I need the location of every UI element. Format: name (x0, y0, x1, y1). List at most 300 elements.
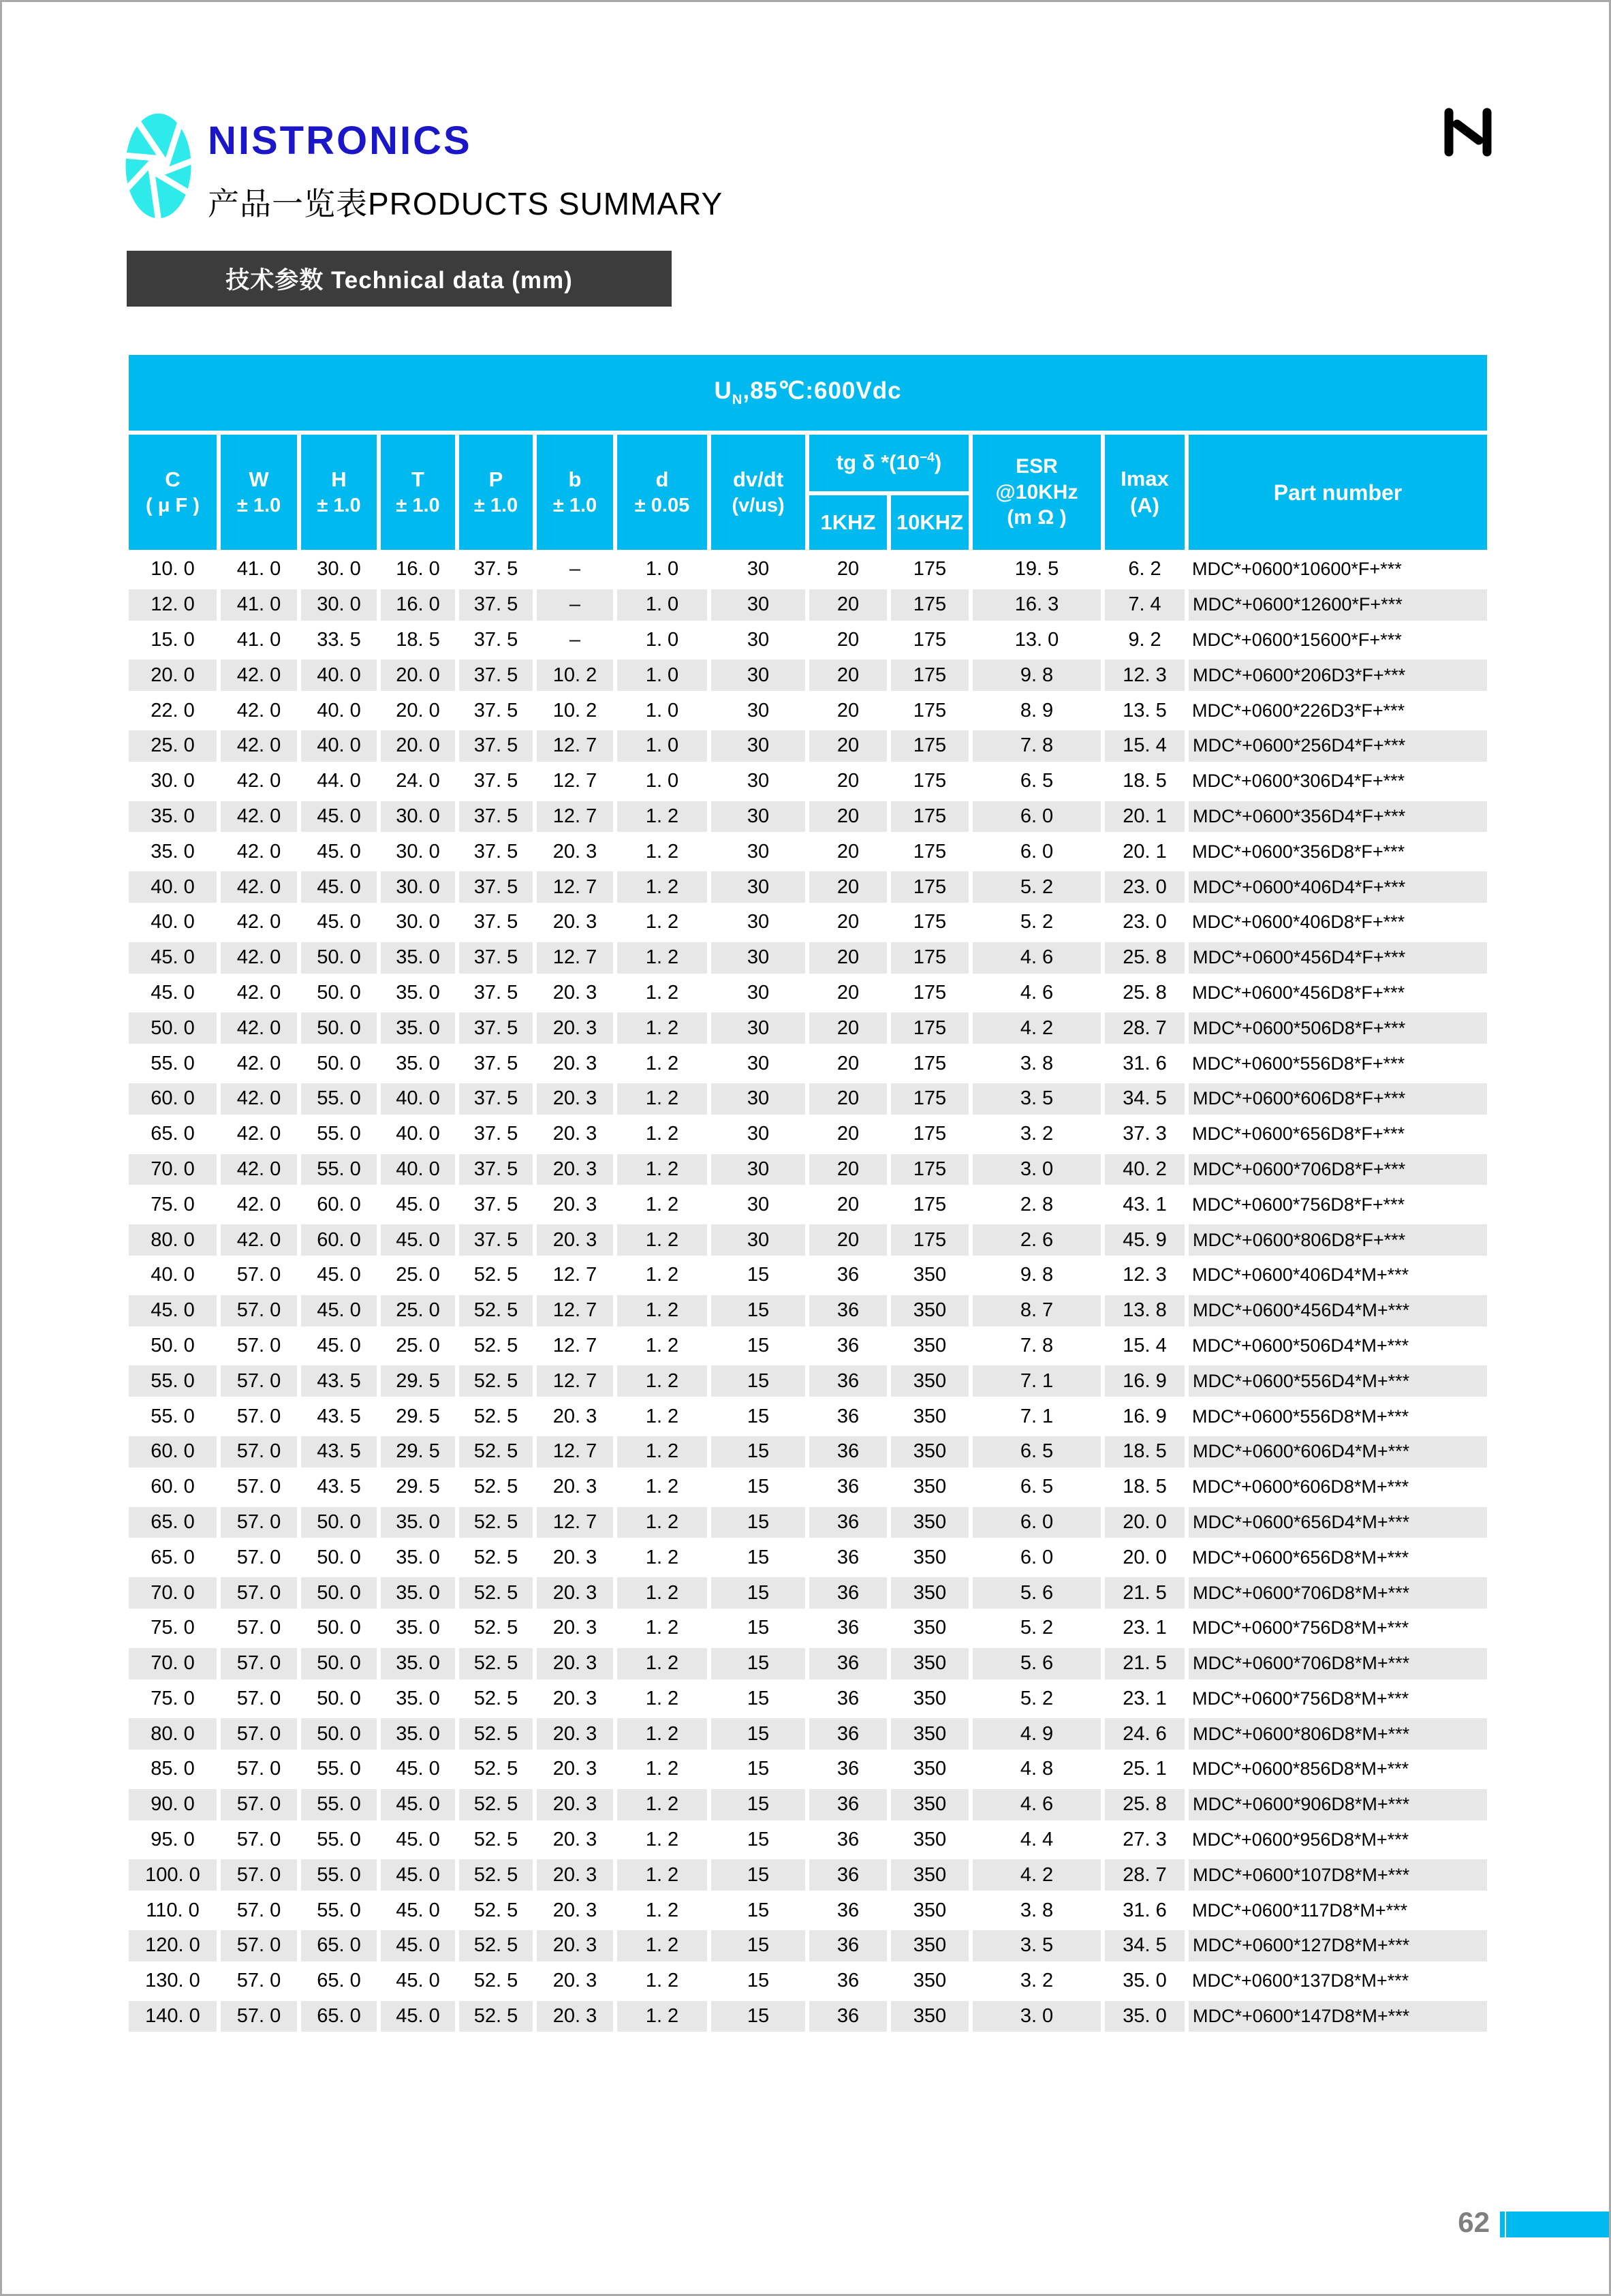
cell-tg-10khz: 175 (889, 799, 971, 835)
cell-t: 16. 0 (379, 587, 457, 623)
cell-part-number: MDC*+0600*15600*F+*** (1187, 623, 1489, 658)
cell-w: 41. 0 (219, 552, 299, 587)
cell-t: 40. 0 (379, 1152, 457, 1188)
cell-esr: 4. 6 (971, 1787, 1103, 1822)
cell-p: 52. 5 (457, 1363, 535, 1399)
cell-imax: 18. 5 (1103, 1434, 1187, 1470)
cell-tg-1khz: 20 (807, 834, 889, 869)
cell-d: 1. 2 (615, 976, 709, 1011)
cell-tg-1khz: 36 (807, 1540, 889, 1575)
cell-w: 42. 0 (219, 764, 299, 799)
cell-w: 57. 0 (219, 1505, 299, 1540)
cell-t: 45. 0 (379, 1893, 457, 1928)
cell-imax: 16. 9 (1103, 1399, 1187, 1434)
cell-c: 55. 0 (127, 1363, 219, 1399)
cell-part-number: MDC*+0600*406D8*F+*** (1187, 905, 1489, 940)
cell-tg-10khz: 175 (889, 869, 971, 905)
cell-d: 1. 2 (615, 905, 709, 940)
cell-p: 52. 5 (457, 1928, 535, 1964)
cell-c: 65. 0 (127, 1505, 219, 1540)
cell-d: 1. 2 (615, 1363, 709, 1399)
cell-h: 55. 0 (299, 1822, 379, 1858)
cell-tg-10khz: 350 (889, 1787, 971, 1822)
cell-tg-10khz: 175 (889, 1081, 971, 1117)
cell-esr: 4. 9 (971, 1716, 1103, 1752)
cell-c: 75. 0 (127, 1611, 219, 1646)
cell-d: 1. 2 (615, 1258, 709, 1293)
cell-t: 16. 0 (379, 552, 457, 587)
cell-b: 12. 7 (535, 728, 615, 764)
cell-b: 12. 7 (535, 1505, 615, 1540)
cell-imax: 18. 5 (1103, 1470, 1187, 1505)
cell-h: 43. 5 (299, 1470, 379, 1505)
cell-d: 1. 2 (615, 1470, 709, 1505)
cell-part-number: MDC*+0600*226D3*F+*** (1187, 693, 1489, 728)
cell-d: 1. 0 (615, 623, 709, 658)
cell-h: 50. 0 (299, 1010, 379, 1046)
cell-b: 20. 3 (535, 1187, 615, 1222)
cell-t: 45. 0 (379, 1928, 457, 1964)
cell-b: – (535, 623, 615, 658)
cell-p: 52. 5 (457, 1329, 535, 1364)
cell-d: 1. 2 (615, 1857, 709, 1893)
cell-tg-10khz: 175 (889, 1152, 971, 1188)
cell-esr: 3. 0 (971, 1152, 1103, 1188)
cell-dvdt: 15 (709, 1470, 807, 1505)
cell-esr: 3. 5 (971, 1081, 1103, 1117)
cell-part-number: MDC*+0600*756D8*F+*** (1187, 1187, 1489, 1222)
cell-b: 20. 3 (535, 1152, 615, 1188)
cell-w: 41. 0 (219, 587, 299, 623)
table-row (127, 834, 1489, 869)
cell-t: 29. 5 (379, 1434, 457, 1470)
cell-tg-1khz: 36 (807, 1293, 889, 1329)
cell-imax: 23. 0 (1103, 869, 1187, 905)
cell-h: 55. 0 (299, 1752, 379, 1787)
cell-part-number: MDC*+0600*306D4*F+*** (1187, 764, 1489, 799)
voltage-rating-header: $U_N,85℃:600Vdc$ (127, 353, 1489, 433)
cell-tg-10khz: 350 (889, 1611, 971, 1646)
cell-esr: 5. 2 (971, 1611, 1103, 1646)
cell-imax: 9. 2 (1103, 623, 1187, 658)
cell-c: 75. 0 (127, 1187, 219, 1222)
table-row (127, 1787, 1489, 1822)
cell-tg-1khz: 20 (807, 1222, 889, 1258)
cell-imax: 45. 9 (1103, 1222, 1187, 1258)
cell-w: 42. 0 (219, 1046, 299, 1081)
cell-b: 20. 3 (535, 1575, 615, 1611)
cell-imax: 23. 1 (1103, 1611, 1187, 1646)
cell-h: 55. 0 (299, 1893, 379, 1928)
cell-d: 1. 2 (615, 1928, 709, 1964)
cell-c: 75. 0 (127, 1681, 219, 1717)
cell-c: 45. 0 (127, 976, 219, 1011)
cell-b: 20. 3 (535, 1999, 615, 2034)
table-row (127, 1117, 1489, 1152)
cell-h: 43. 5 (299, 1363, 379, 1399)
cell-tg-10khz: 175 (889, 728, 971, 764)
table-row (127, 1470, 1489, 1505)
cell-imax: 13. 8 (1103, 1293, 1187, 1329)
table-row (127, 657, 1489, 693)
col-header-d: d ± 0.05 (615, 433, 709, 552)
cell-t: 24. 0 (379, 764, 457, 799)
cell-b: 20. 3 (535, 1222, 615, 1258)
cell-part-number: MDC*+0600*356D8*F+*** (1187, 834, 1489, 869)
cell-tg-1khz: 36 (807, 1470, 889, 1505)
cell-tg-10khz: 175 (889, 1010, 971, 1046)
cell-d: 1. 2 (615, 1046, 709, 1081)
cell-dvdt: 15 (709, 1822, 807, 1858)
cell-esr: 6. 0 (971, 1505, 1103, 1540)
cell-tg-10khz: 175 (889, 1117, 971, 1152)
cell-h: 50. 0 (299, 1716, 379, 1752)
cell-w: 42. 0 (219, 799, 299, 835)
cell-d: 1. 2 (615, 1117, 709, 1152)
subcol-header-1khz: 1KHZ (807, 493, 889, 552)
cell-dvdt: 15 (709, 1752, 807, 1787)
cell-imax: 23. 1 (1103, 1681, 1187, 1717)
cell-esr: 5. 6 (971, 1646, 1103, 1681)
cell-c: 22. 0 (127, 693, 219, 728)
cell-c: 100. 0 (127, 1857, 219, 1893)
cell-h: 50. 0 (299, 1646, 379, 1681)
cell-tg-1khz: 20 (807, 1010, 889, 1046)
cell-p: 52. 5 (457, 1716, 535, 1752)
cell-t: 45. 0 (379, 1222, 457, 1258)
cell-w: 42. 0 (219, 1010, 299, 1046)
cell-h: 30. 0 (299, 552, 379, 587)
table-row (127, 1681, 1489, 1717)
cell-p: 37. 5 (457, 1222, 535, 1258)
cell-c: 70. 0 (127, 1575, 219, 1611)
cell-p: 52. 5 (457, 1681, 535, 1717)
cell-p: 37. 5 (457, 834, 535, 869)
cell-p: 37. 5 (457, 1152, 535, 1188)
cell-tg-1khz: 36 (807, 1752, 889, 1787)
cell-w: 57. 0 (219, 1258, 299, 1293)
cell-w: 57. 0 (219, 1434, 299, 1470)
cell-part-number: MDC*+0600*137D8*M+*** (1187, 1964, 1489, 1999)
cell-dvdt: 15 (709, 1787, 807, 1822)
cell-h: 55. 0 (299, 1081, 379, 1117)
cell-t: 45. 0 (379, 1964, 457, 1999)
cell-d: 1. 2 (615, 834, 709, 869)
cell-t: 45. 0 (379, 1999, 457, 2034)
brand-subtitle: 产品一览表PRODUCTS SUMMARY (208, 186, 723, 221)
cell-dvdt: 15 (709, 1329, 807, 1364)
cell-t: 35. 0 (379, 1716, 457, 1752)
cell-t: 35. 0 (379, 1046, 457, 1081)
cell-h: 40. 0 (299, 728, 379, 764)
cell-part-number: MDC*+0600*656D8*M+*** (1187, 1540, 1489, 1575)
cell-h: 50. 0 (299, 976, 379, 1011)
cell-p: 52. 5 (457, 1646, 535, 1681)
col-header-h: H ± 1.0 (299, 433, 379, 552)
cell-t: 45. 0 (379, 1752, 457, 1787)
cell-c: 95. 0 (127, 1822, 219, 1858)
cell-dvdt: 30 (709, 623, 807, 658)
cell-t: 30. 0 (379, 834, 457, 869)
cell-part-number: MDC*+0600*606D8*M+*** (1187, 1470, 1489, 1505)
cell-tg-10khz: 175 (889, 940, 971, 976)
table-row (127, 587, 1489, 623)
cell-d: 1. 2 (615, 1964, 709, 1999)
cell-part-number: MDC*+0600*656D4*M+*** (1187, 1505, 1489, 1540)
cell-b: 20. 3 (535, 1681, 615, 1717)
cell-w: 57. 0 (219, 1964, 299, 1999)
cell-tg-10khz: 175 (889, 976, 971, 1011)
table-row (127, 799, 1489, 835)
cell-tg-10khz: 175 (889, 552, 971, 587)
cell-h: 45. 0 (299, 1258, 379, 1293)
cell-part-number: MDC*+0600*706D8*F+*** (1187, 1152, 1489, 1188)
cell-tg-10khz: 350 (889, 1434, 971, 1470)
cell-d: 1. 2 (615, 1999, 709, 2034)
cell-imax: 21. 5 (1103, 1646, 1187, 1681)
cell-imax: 13. 5 (1103, 693, 1187, 728)
cell-c: 120. 0 (127, 1928, 219, 1964)
cell-d: 1. 2 (615, 1646, 709, 1681)
cell-t: 25. 0 (379, 1329, 457, 1364)
cell-h: 60. 0 (299, 1187, 379, 1222)
cell-t: 35. 0 (379, 940, 457, 976)
cell-part-number: MDC*+0600*506D8*F+*** (1187, 1010, 1489, 1046)
cell-esr: 8. 7 (971, 1293, 1103, 1329)
cell-t: 35. 0 (379, 1010, 457, 1046)
cell-c: 80. 0 (127, 1222, 219, 1258)
cell-c: 65. 0 (127, 1117, 219, 1152)
cell-dvdt: 30 (709, 905, 807, 940)
cell-dvdt: 30 (709, 1187, 807, 1222)
col-header-w: W ± 1.0 (219, 433, 299, 552)
cell-imax: 20. 1 (1103, 799, 1187, 835)
cell-dvdt: 15 (709, 1999, 807, 2034)
cell-w: 57. 0 (219, 1293, 299, 1329)
cell-esr: 5. 2 (971, 905, 1103, 940)
cell-esr: 4. 4 (971, 1822, 1103, 1858)
cell-imax: 23. 0 (1103, 905, 1187, 940)
cell-c: 60. 0 (127, 1081, 219, 1117)
table-row (127, 1857, 1489, 1893)
cell-esr: 3. 2 (971, 1964, 1103, 1999)
cell-w: 42. 0 (219, 869, 299, 905)
cell-imax: 20. 0 (1103, 1540, 1187, 1575)
cell-h: 50. 0 (299, 1611, 379, 1646)
cell-tg-1khz: 36 (807, 1893, 889, 1928)
cell-t: 40. 0 (379, 1081, 457, 1117)
cell-imax: 6. 2 (1103, 552, 1187, 587)
cell-b: 20. 3 (535, 1928, 615, 1964)
cell-d: 1. 0 (615, 587, 709, 623)
cell-h: 30. 0 (299, 587, 379, 623)
cell-b: 20. 3 (535, 1399, 615, 1434)
cell-tg-10khz: 175 (889, 764, 971, 799)
cell-h: 45. 0 (299, 1329, 379, 1364)
cell-t: 29. 5 (379, 1363, 457, 1399)
cell-esr: 2. 8 (971, 1187, 1103, 1222)
cell-b: 20. 3 (535, 1787, 615, 1822)
cell-imax: 15. 4 (1103, 728, 1187, 764)
cell-tg-10khz: 175 (889, 905, 971, 940)
col-header-t: T ± 1.0 (379, 433, 457, 552)
cell-imax: 31. 6 (1103, 1893, 1187, 1928)
cell-d: 1. 2 (615, 1752, 709, 1787)
cell-d: 1. 2 (615, 940, 709, 976)
cell-part-number: MDC*+0600*556D8*M+*** (1187, 1399, 1489, 1434)
cell-esr: 7. 8 (971, 1329, 1103, 1364)
cell-tg-10khz: 175 (889, 693, 971, 728)
cell-c: 85. 0 (127, 1752, 219, 1787)
cell-tg-10khz: 350 (889, 1329, 971, 1364)
cell-c: 140. 0 (127, 1999, 219, 2034)
cell-b: 12. 7 (535, 1434, 615, 1470)
cell-part-number: MDC*+0600*456D4*M+*** (1187, 1293, 1489, 1329)
cell-esr: 7. 1 (971, 1399, 1103, 1434)
cell-b: 20. 3 (535, 1046, 615, 1081)
cell-imax: 25. 8 (1103, 976, 1187, 1011)
cell-dvdt: 15 (709, 1964, 807, 1999)
cell-b: 20. 3 (535, 1752, 615, 1787)
table-row (127, 940, 1489, 976)
cell-w: 57. 0 (219, 1646, 299, 1681)
cell-esr: 4. 6 (971, 940, 1103, 976)
cell-imax: 20. 0 (1103, 1505, 1187, 1540)
cell-tg-1khz: 20 (807, 869, 889, 905)
cell-dvdt: 30 (709, 976, 807, 1011)
cell-w: 42. 0 (219, 728, 299, 764)
cell-h: 55. 0 (299, 1152, 379, 1188)
cell-esr: 3. 0 (971, 1999, 1103, 2034)
cell-tg-1khz: 20 (807, 905, 889, 940)
cell-imax: 18. 5 (1103, 764, 1187, 799)
col-header-tg-delta: tg δ $*(10^{-4})$ (807, 433, 971, 493)
cell-imax: 20. 1 (1103, 834, 1187, 869)
cell-dvdt: 30 (709, 1117, 807, 1152)
cell-b: 20. 3 (535, 1117, 615, 1152)
cell-tg-1khz: 20 (807, 587, 889, 623)
cell-p: 52. 5 (457, 1575, 535, 1611)
cell-h: 50. 0 (299, 1575, 379, 1611)
cell-esr: 6. 5 (971, 764, 1103, 799)
cell-p: 52. 5 (457, 1470, 535, 1505)
cell-esr: 4. 2 (971, 1010, 1103, 1046)
cell-c: 35. 0 (127, 834, 219, 869)
cell-t: 29. 5 (379, 1470, 457, 1505)
cell-p: 52. 5 (457, 1611, 535, 1646)
cell-part-number: MDC*+0600*12600*F+*** (1187, 587, 1489, 623)
cell-t: 30. 0 (379, 799, 457, 835)
cell-w: 42. 0 (219, 1222, 299, 1258)
table-row (127, 1222, 1489, 1258)
cell-p: 52. 5 (457, 1540, 535, 1575)
cell-part-number: MDC*+0600*556D4*M+*** (1187, 1363, 1489, 1399)
cell-p: 52. 5 (457, 1857, 535, 1893)
cell-d: 1. 2 (615, 1187, 709, 1222)
cell-tg-10khz: 350 (889, 1928, 971, 1964)
cell-dvdt: 15 (709, 1611, 807, 1646)
cell-h: 44. 0 (299, 764, 379, 799)
cell-tg-1khz: 36 (807, 1329, 889, 1364)
cell-tg-1khz: 36 (807, 1999, 889, 2034)
table-row (127, 764, 1489, 799)
cell-dvdt: 15 (709, 1646, 807, 1681)
cell-p: 37. 5 (457, 799, 535, 835)
cell-tg-1khz: 36 (807, 1611, 889, 1646)
cell-t: 30. 0 (379, 905, 457, 940)
col-header-p: P ± 1.0 (457, 433, 535, 552)
cell-d: 1. 0 (615, 764, 709, 799)
cell-t: 35. 0 (379, 976, 457, 1011)
cell-p: 37. 5 (457, 623, 535, 658)
cell-part-number: MDC*+0600*706D8*M+*** (1187, 1575, 1489, 1611)
cell-w: 41. 0 (219, 623, 299, 658)
cell-b: 12. 7 (535, 869, 615, 905)
table-row (127, 1081, 1489, 1117)
cell-part-number: MDC*+0600*856D8*M+*** (1187, 1752, 1489, 1787)
cell-tg-10khz: 350 (889, 1258, 971, 1293)
cell-c: 60. 0 (127, 1434, 219, 1470)
cell-b: 10. 2 (535, 693, 615, 728)
cell-part-number: MDC*+0600*756D8*M+*** (1187, 1681, 1489, 1717)
table-row (127, 728, 1489, 764)
cell-b: 12. 7 (535, 799, 615, 835)
cell-tg-10khz: 175 (889, 1187, 971, 1222)
cell-tg-10khz: 350 (889, 1575, 971, 1611)
cell-h: 33. 5 (299, 623, 379, 658)
cell-b: 12. 7 (535, 1329, 615, 1364)
table-row (127, 1152, 1489, 1188)
cell-w: 42. 0 (219, 657, 299, 693)
cell-t: 20. 0 (379, 728, 457, 764)
cell-esr: 2. 6 (971, 1222, 1103, 1258)
cell-w: 57. 0 (219, 1752, 299, 1787)
cell-dvdt: 15 (709, 1857, 807, 1893)
cell-part-number: MDC*+0600*806D8*F+*** (1187, 1222, 1489, 1258)
cell-h: 45. 0 (299, 799, 379, 835)
cell-esr: 5. 6 (971, 1575, 1103, 1611)
cell-part-number: MDC*+0600*906D8*M+*** (1187, 1787, 1489, 1822)
cell-p: 52. 5 (457, 1505, 535, 1540)
subcol-header-10khz: 10KHZ (889, 493, 971, 552)
cell-tg-1khz: 20 (807, 799, 889, 835)
cell-h: 50. 0 (299, 1046, 379, 1081)
col-header-c: C ( μ F ) (127, 433, 219, 552)
table-row (127, 1928, 1489, 1964)
cell-tg-10khz: 350 (889, 1293, 971, 1329)
table-body (127, 552, 1489, 2034)
cell-tg-10khz: 175 (889, 1222, 971, 1258)
cell-p: 37. 5 (457, 1187, 535, 1222)
cell-b: 20. 3 (535, 1010, 615, 1046)
cell-tg-1khz: 36 (807, 1716, 889, 1752)
cell-dvdt: 30 (709, 552, 807, 587)
cell-p: 37. 5 (457, 976, 535, 1011)
cell-b: 20. 3 (535, 1646, 615, 1681)
col-header-part-number: Part number (1187, 433, 1489, 552)
cell-part-number: MDC*+0600*127D8*M+*** (1187, 1928, 1489, 1964)
cell-c: 40. 0 (127, 905, 219, 940)
cell-h: 50. 0 (299, 1505, 379, 1540)
cell-b: – (535, 552, 615, 587)
cell-d: 1. 2 (615, 1575, 709, 1611)
cell-p: 37. 5 (457, 1117, 535, 1152)
cell-b: 20. 3 (535, 1857, 615, 1893)
cell-p: 37. 5 (457, 1081, 535, 1117)
cell-esr: 8. 9 (971, 693, 1103, 728)
cell-p: 37. 5 (457, 869, 535, 905)
cell-part-number: MDC*+0600*406D4*F+*** (1187, 869, 1489, 905)
